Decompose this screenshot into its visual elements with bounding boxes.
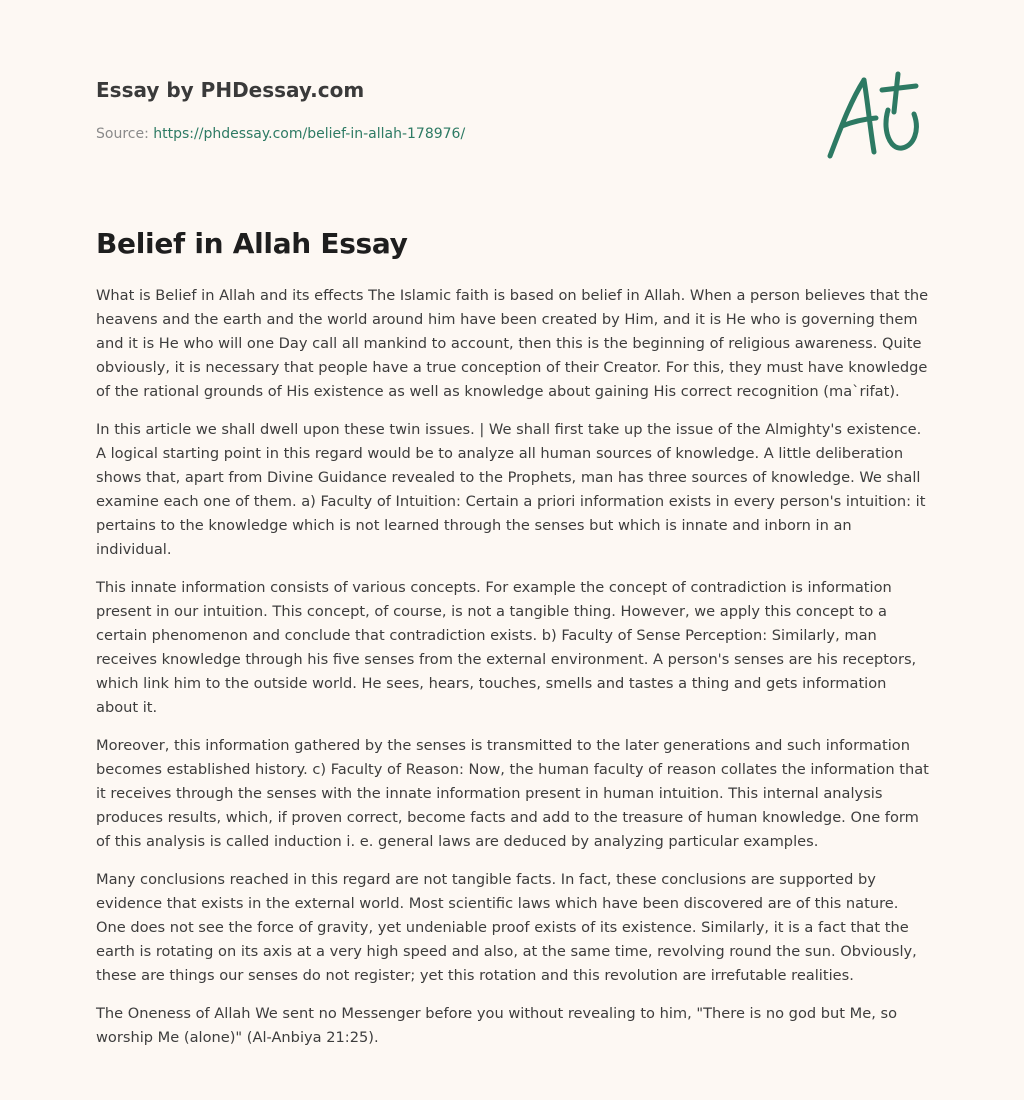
essay-paragraph: The Oneness of Allah We sent no Messenger before you without revealing to him, "There is no god but Me, so worship Me (alone)" (Al-Anbiya 21:25). — [96, 1005, 898, 1046]
source-line — [96, 124, 465, 144]
essay-paragraph: Moreover, this information gathered by the senses is transmitted to the later generations and such information becomes established history. c) Faculty of Reason: Now, the human faculty of reason collates the information that it receives through the senses with the innate information present in human intuition. This internal analysis produces results, which, if proven correct, become facts and add to the treasure of human knowledge. One form of this analysis is called induction i. e. general laws are deduced by analyzing particular examples. — [96, 737, 929, 850]
essay-header — [96, 76, 928, 176]
source-link[interactable]: https://phdessay.com/belief-in-allah-178976/ — [153, 126, 466, 142]
site-brand: Essay by PHDessay.com — [96, 78, 365, 102]
essay-paragraph: What is Belief in Allah and its effects The Islamic faith is based on belief in Allah. When a person believes that the heavens and the earth and the world around him have been created by Him, and it is He who is governing them and it is He who will one Day call all mankind to account, then this is the beginning of religious awareness. Quite obviously, it is necessary that people have a true conception of their Creator. For this, they must have knowledge of the rational grounds of His existence as well as knowledge about gaining His correct recognition (ma`rifat). — [96, 287, 929, 400]
essay-title: Belief in Allah Essay — [96, 227, 408, 260]
essay-paragraph: In this article we shall dwell upon these twin issues. | We shall first take up the issue of the Almighty's existence. A logical starting point in this regard would be to analyze all human sources of knowledge. A little deliberation shows that, apart from Divine Guidance revealed to the Prophets, man has three sources of knowledge. We shall examine each one of them. a) Faculty of Intuition: Certain a priori information exists in every person's intuition: it pertains to the knowledge which is not learned through the senses but which is innate and inborn in an individual. — [96, 421, 926, 558]
a-plus-grade-icon — [826, 68, 926, 164]
essay-paragraph: This innate information consists of various concepts. For example the concept of contradiction is information present in our intuition. This concept, of course, is not a tangible thing. However, we apply this concept to a certain phenomenon and conclude that contradiction exists. b) Faculty of Sense Perception: Similarly, man receives knowledge through his five senses from the external environment. A person's senses are his receptors, which link him to the outside world. He sees, hears, touches, smells and tastes a thing and gets information about it. — [96, 579, 917, 716]
essay-paragraph: Many conclusions reached in this regard are not tangible facts. In fact, these conclusions are supported by evidence that exists in the external world. Most scientific laws which have been discovered are of this nature. One does not see the force of gravity, yet undeniable proof exists of its existence. Similarly, it is a fact that the earth is rotating on its axis at a very high speed and also, at the same time, revolving round the sun. Obviously, these are things our senses do not register; yet this rotation and this revolution are irrefutable realities. — [96, 871, 917, 984]
essay-body — [96, 284, 930, 1064]
source-label: Source: — [96, 126, 154, 142]
